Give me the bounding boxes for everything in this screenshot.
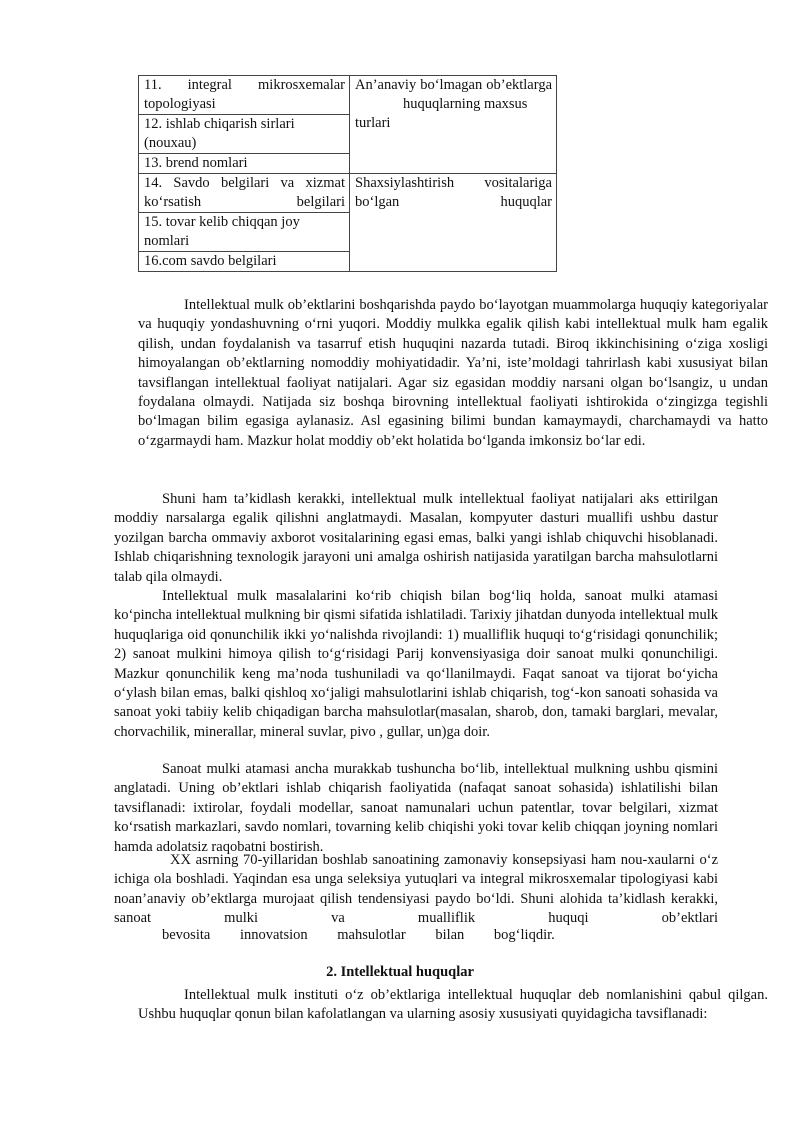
table-group-cell: Shaxsiylashtirish vositalariga bo‘lgan huquqlar [350,174,557,272]
paragraph: XX asrning 70-yillaridan boshlab sanoatining zamonaviy konsepsiyasi ham nou-xaularni o‘z ichiga ola boshladi. Yaqindan esa unga seleksiya yutuqlari va integral mikrosxemalar tipologiyasi kabi noan’anaviy ob’ektlarga murojaat qilish tendensiyasi paydo bo‘ldi. Shuni alohida ta’kidlash kerakki, sanoat mulki va mualliflik huquqi ob’ektlari [114,852,718,927]
section-heading: 2. Intellektual huquqlar [326,964,474,980]
group-label-line: An’anaviy bo‘lmagan ob’ektlarga [355,77,552,93]
group-label-line: huquqlarning maxsus turlari [355,96,528,131]
table-cell: 16.com savdo belgilari [139,252,350,272]
paragraph: Shuni ham ta’kidlash kerakki, intellektual mulk intellektual faoliyat natijalari aks ettirilgan moddiy narsalarga egalik qilishni anglatmaydi. Masalan, kompyuter dasturi muallifi ushbu dastur yozilgan barcha ommaviy axborot vositalarining egasi emas, balki yangi ishlab chiquvchi hisoblanadi. Ishlab chiqarishning texnologik jarayoni uni amalga oshirish natijasida yaratilgan barcha mahsulotlarni talab qila olmaydi. [114,491,718,585]
paragraph: Intellektual mulk masalalarini ko‘rib chiqish bilan bog‘liq holda, sanoat mulki atamasi ko‘pincha intellektual mulkning bir qismi sifatida ishlatiladi. Tarixiy jihatdan dunyoda intellektual mulk huquqlariga oid qonunchilik ikki yo‘nalishda rivojlandi: 1) mualliflik huquqi to‘g‘risidagi qonunchilik; 2) sanoat mulkini himoya qilish to‘g‘risidagi Parij konvensiyasiga doir sanoat mulki qonunchiligi. Mazkur qonunchilik keng ma’noda tushuniladi va qo‘llanilmaydi. Faqat sanoat va tijorat bo‘yicha o‘ylash bilan emas, balki qishloq xo‘jaligi mahsulotlarini ishlab chiqarish, tog‘-kon sanoati sohasida va sanoat yoki tabiiy kelib chiqadigan barcha mahsulotlar(masalan, sharob, don, tamaki barglari, mevalar, chorvachilik, minerallar, mineral suvlar, pivo , gullar, un)ga doir. [114,588,718,740]
table-group-cell [350,76,557,174]
table-cell: 11. integral mikrosxemalar topologiyasi [139,76,350,115]
paragraph: Intellektual mulk ob’ektlarini boshqarishda paydo bo‘layotgan muammolarga huquqiy kategoriyalar va huquqiy yondashuvning o‘rni yuqori. Moddiy mulkka egalik qilish kabi intellektual mulk ham egalik qilish, undan foydalanish va tasarruf etish huquqini nazarda tutadi. Biroq ikkinchisining o‘ziga xosligi himoyalangan ob’ektlarning nomoddiy mohiyatidadir. Ya’ni, iste’moldagi tahrirlash kabi xususiyat bilan tavsiflangan intellektual faoliyat natijalari. Agar siz egasidan moddiy narsani olgan bo‘lsangiz, u undan foydalana olmaydi. Natijada siz boshqa birovning intellektual faoliyati ishtirokida o‘zingizga tegishli bo‘lmagan bilim egasiga aylanasiz. Asl egasining bilimi bundan kamaymaydi, charchamaydi va hatto o‘zgarmaydi ham. Mazkur holat moddiy ob’ekt holatida bo‘lganda imkonsiz bo‘lar edi. [138,297,768,449]
table-cell: 13. brend nomlari [139,154,350,174]
table-cell: 14. Savdo belgilari va xizmat ko‘rsatish belgilari [139,174,350,213]
paragraph: Sanoat mulki atamasi ancha murakkab tushuncha bo‘lib, intellektual mulkning ushbu qismini anglatadi. Uning ob’ektlari ishlab chiqarish faoliyatida (nafaqat sanoat sohasida) ishlatilishi bilan tavsiflanadi: ixtirolar, foydali modellar, sanoat namunalari uchun patentlar, tovar belgilari, xizmat ko‘rsatish markazlari, savdo nomlari, tovarning kelib chiqishi yoki tovar kelib chiqqan joyning nomlari hamda adolatsiz raqobatni bostirish. [114,761,718,855]
paragraph: bevosita innovatsion mahsulotlar bilan bog‘liqdir. [162,927,555,943]
table-cell: 12. ishlab chiqarish sirlari (nouxau) [139,115,350,154]
table-cell: 15. tovar kelib chiqqan joy nomlari [139,213,350,252]
objects-table [138,75,554,272]
paragraph: Intellektual mulk instituti o‘z ob’ektlariga intellektual huquqlar deb nomlanishini qabul qilgan. Ushbu huquqlar qonun bilan kafolatlangan va ularning asosiy xususiyati quyidagicha tavsiflanadi: [138,987,768,1023]
